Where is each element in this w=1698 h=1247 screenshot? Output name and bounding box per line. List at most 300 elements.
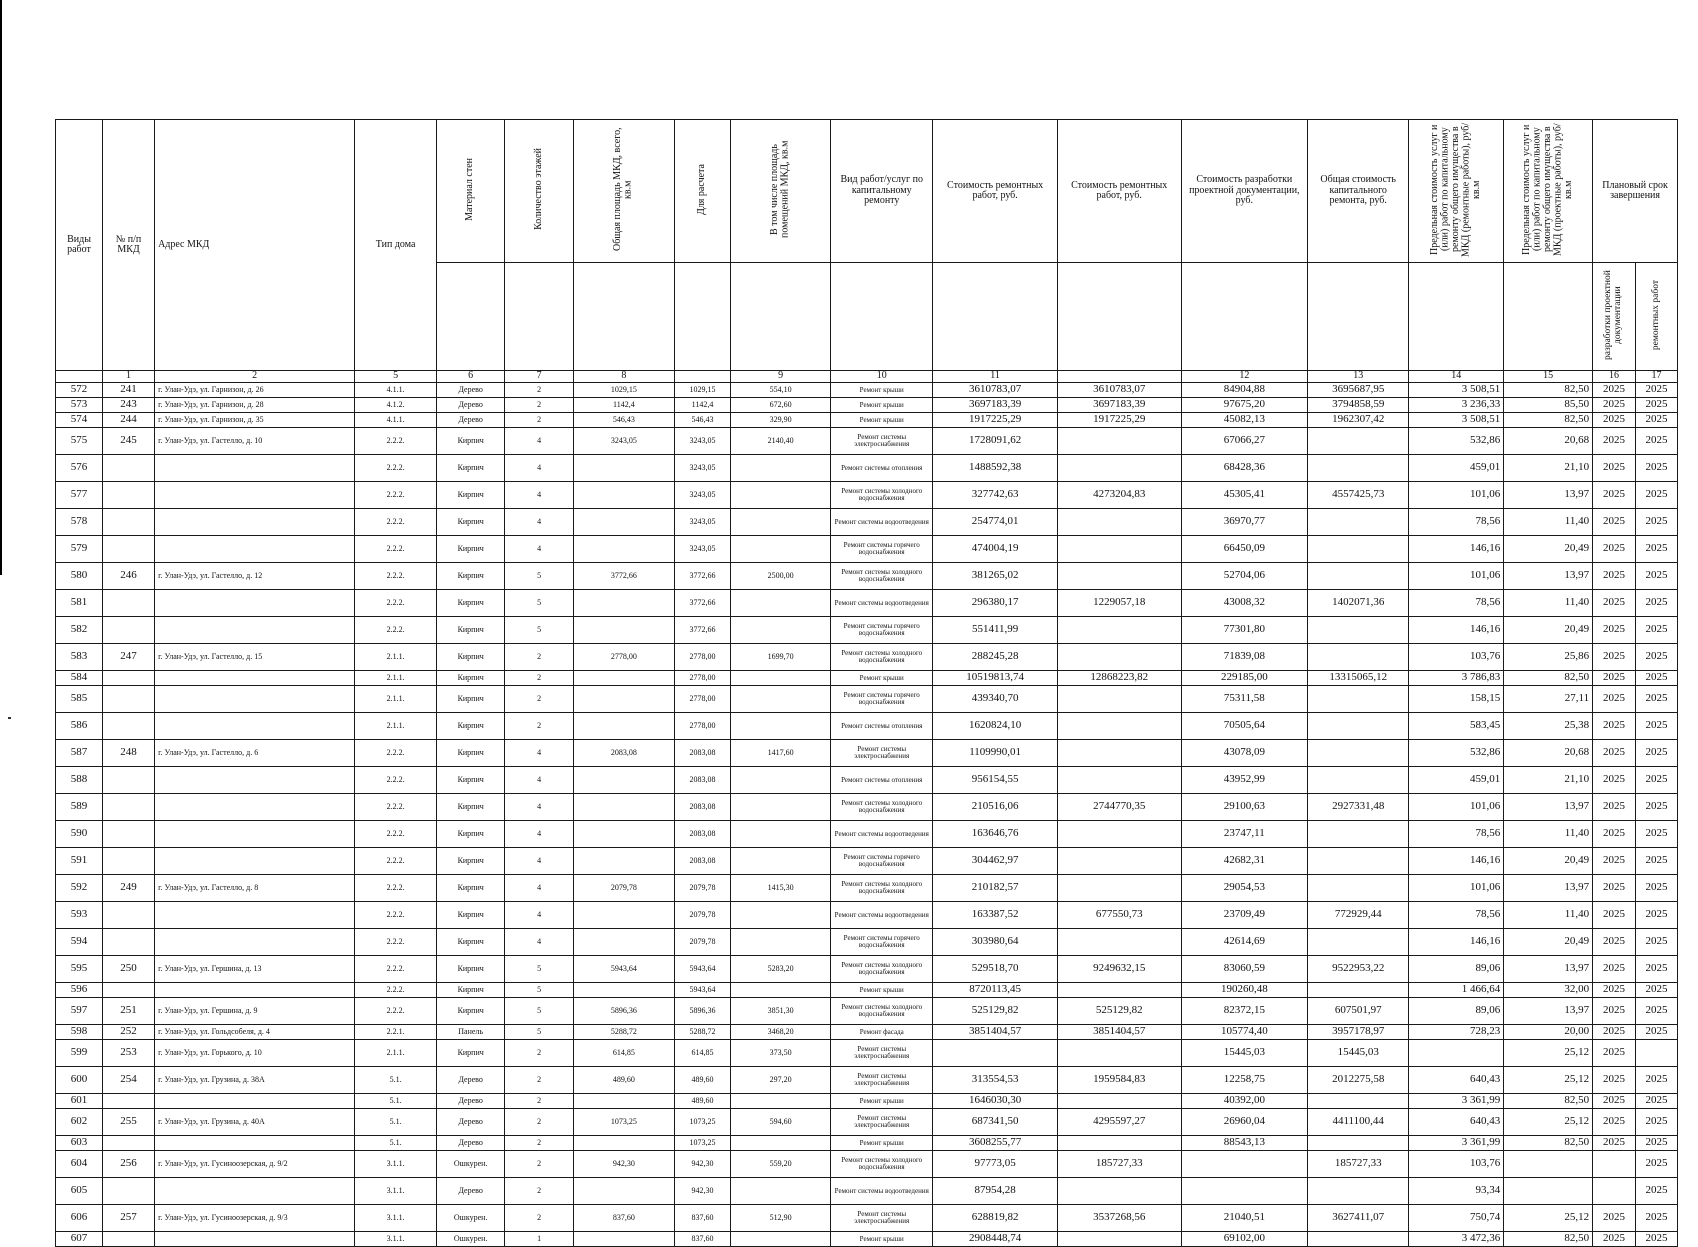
- cell-deadline-design: 2025: [1593, 1025, 1636, 1040]
- cell-deadline-repair: 2025: [1635, 644, 1677, 671]
- cell-calc-area: 2083,08: [674, 794, 730, 821]
- cell-work-kind: Ремонт системы водоотведения: [831, 1178, 933, 1205]
- cell-deadline-repair: [1635, 1040, 1677, 1067]
- cell-row-number: 587: [56, 740, 103, 767]
- cell-limit-repair: 158,15: [1409, 686, 1504, 713]
- cell-design-cost: 66450,09: [1181, 536, 1308, 563]
- cell-limit-repair: 728,23: [1409, 1025, 1504, 1040]
- cell-total-area: [573, 455, 674, 482]
- cell-design-cost: 43008,32: [1181, 590, 1308, 617]
- cell-floors: 5: [505, 563, 573, 590]
- cell-work-kind: Ремонт системы отопления: [831, 455, 933, 482]
- cell-wall-material: Дерево: [436, 1094, 504, 1109]
- cell-house-type: 3.1.1.: [355, 1232, 437, 1247]
- cell-premises-area: [731, 821, 831, 848]
- cell-total-cost: 9522953,22: [1308, 956, 1409, 983]
- cell-work-kind: Ремонт системы холодного водоснабжения: [831, 482, 933, 509]
- cell-deadline-design: 2025: [1593, 536, 1636, 563]
- cell-row-number: 574: [56, 413, 103, 428]
- cell-deadline-design: 2025: [1593, 902, 1636, 929]
- cell-calc-area: 3243,05: [674, 509, 730, 536]
- cell-total-cost: 3627411,07: [1308, 1205, 1409, 1232]
- cell-row-number: 579: [56, 536, 103, 563]
- cell-house-type: 2.1.1.: [355, 1040, 437, 1067]
- cell-limit-design: 25,86: [1504, 644, 1593, 671]
- cell-wall-material: Кирпич: [436, 644, 504, 671]
- cell-total-area: [573, 536, 674, 563]
- table-row: [56, 590, 1678, 617]
- cell-mkd-number: [102, 482, 154, 509]
- cell-address: [155, 509, 355, 536]
- header-row: [56, 120, 1678, 263]
- cell-address: г. Улан-Удэ, ул. Гастелло, д. 10: [155, 428, 355, 455]
- cell-design-cost: 40392,00: [1181, 1094, 1308, 1109]
- cell-wall-material: Кирпич: [436, 509, 504, 536]
- header-work-kind: Вид работ/услуг по капитальному ремонту: [831, 120, 933, 263]
- cell-mkd-number: 250: [102, 956, 154, 983]
- cell-deadline-design: 2025: [1593, 1136, 1636, 1151]
- cell-repair-cost-total: 3610783,07: [1057, 383, 1181, 398]
- cell-deadline-design: 2025: [1593, 428, 1636, 455]
- cell-deadline-repair: 2025: [1635, 455, 1677, 482]
- cell-repair-cost-total: 4295597,27: [1057, 1109, 1181, 1136]
- table-row: [56, 617, 1678, 644]
- cell-address: [155, 929, 355, 956]
- cell-limit-repair: 93,34: [1409, 1178, 1504, 1205]
- cell-limit-design: 13,97: [1504, 794, 1593, 821]
- cell-limit-design: 20,00: [1504, 1025, 1593, 1040]
- cell-limit-repair: 532,86: [1409, 428, 1504, 455]
- cell-house-type: 4.1.1.: [355, 413, 437, 428]
- cell-deadline-repair: 2025: [1635, 536, 1677, 563]
- cell-deadline-design: 2025: [1593, 767, 1636, 794]
- cell-repair-cost: 628819,82: [933, 1205, 1058, 1232]
- cell-deadline-repair: 2025: [1635, 590, 1677, 617]
- cell-house-type: 2.2.2.: [355, 563, 437, 590]
- cell-floors: 5: [505, 998, 573, 1025]
- cell-row-number: 607: [56, 1232, 103, 1247]
- header-deadline-design: разработки проектной документации: [1593, 263, 1636, 371]
- cell-wall-material: Кирпич: [436, 998, 504, 1025]
- cell-total-cost: [1308, 740, 1409, 767]
- cell-work-kind: Ремонт системы горячего водоснабжения: [831, 617, 933, 644]
- cell-work-kind: Ремонт системы водоотведения: [831, 821, 933, 848]
- cell-limit-design: 82,50: [1504, 413, 1593, 428]
- cell-floors: 4: [505, 428, 573, 455]
- cell-mkd-number: [102, 455, 154, 482]
- cell-deadline-repair: 2025: [1635, 1178, 1677, 1205]
- cell-limit-design: 32,00: [1504, 983, 1593, 998]
- cell-address: [155, 902, 355, 929]
- table-row: [56, 398, 1678, 413]
- cell-repair-cost: 474004,19: [933, 536, 1058, 563]
- cell-wall-material: Кирпич: [436, 983, 504, 998]
- table-row: [56, 983, 1678, 998]
- cell-row-number: 603: [56, 1136, 103, 1151]
- cell-deadline-design: 2025: [1593, 686, 1636, 713]
- cell-house-type: 2.2.2.: [355, 482, 437, 509]
- cell-deadline-design: 2025: [1593, 398, 1636, 413]
- cell-deadline-repair: 2025: [1635, 713, 1677, 740]
- cell-design-cost: 67066,27: [1181, 428, 1308, 455]
- cell-limit-repair: 3 361,99: [1409, 1136, 1504, 1151]
- cell-limit-design: 82,50: [1504, 1136, 1593, 1151]
- cell-deadline-design: 2025: [1593, 821, 1636, 848]
- cell-calc-area: 3772,66: [674, 590, 730, 617]
- cell-wall-material: Кирпич: [436, 455, 504, 482]
- cell-calc-area: 3243,05: [674, 536, 730, 563]
- table-row: [56, 428, 1678, 455]
- cell-row-number: 604: [56, 1151, 103, 1178]
- cell-premises-area: [731, 767, 831, 794]
- cell-house-type: 2.1.1.: [355, 713, 437, 740]
- cell-calc-area: 1142,4: [674, 398, 730, 413]
- cell-repair-cost: 163387,52: [933, 902, 1058, 929]
- cell-work-kind: Ремонт крыши: [831, 1094, 933, 1109]
- cell-total-area: 5943,64: [573, 956, 674, 983]
- table-row: [56, 998, 1678, 1025]
- cell-calc-area: 942,30: [674, 1151, 730, 1178]
- cell-row-number: 588: [56, 767, 103, 794]
- cell-wall-material: Кирпич: [436, 929, 504, 956]
- cell-mkd-number: 243: [102, 398, 154, 413]
- cell-mkd-number: 244: [102, 413, 154, 428]
- cell-repair-cost-total: 2744770,35: [1057, 794, 1181, 821]
- cell-design-cost: 43952,99: [1181, 767, 1308, 794]
- cell-design-cost: 83060,59: [1181, 956, 1308, 983]
- cell-limit-design: 25,12: [1504, 1067, 1593, 1094]
- cell-total-area: 2778,00: [573, 644, 674, 671]
- cell-work-kind: Ремонт крыши: [831, 383, 933, 398]
- cell-floors: 5: [505, 983, 573, 998]
- table-row: [56, 1232, 1678, 1247]
- cell-deadline-repair: 2025: [1635, 1136, 1677, 1151]
- cell-address: г. Улан-Удэ, ул. Гершина, д. 13: [155, 956, 355, 983]
- cell-repair-cost-total: [1057, 1094, 1181, 1109]
- cell-total-cost: [1308, 848, 1409, 875]
- cell-deadline-repair: 2025: [1635, 482, 1677, 509]
- cell-house-type: 5.1.: [355, 1109, 437, 1136]
- table-row: [56, 794, 1678, 821]
- header-address: Адрес МКД: [155, 120, 355, 371]
- cell-limit-repair: 101,06: [1409, 875, 1504, 902]
- scan-edge-mark: [0, 0, 2, 575]
- cell-calc-area: 546,43: [674, 413, 730, 428]
- cell-wall-material: Дерево: [436, 1136, 504, 1151]
- cell-wall-material: Дерево: [436, 1109, 504, 1136]
- cell-repair-cost-total: 1959584,83: [1057, 1067, 1181, 1094]
- cell-floors: 4: [505, 848, 573, 875]
- cell-mkd-number: [102, 536, 154, 563]
- cell-design-cost: 42682,31: [1181, 848, 1308, 875]
- cell-premises-area: [731, 1136, 831, 1151]
- cell-repair-cost-total: [1057, 617, 1181, 644]
- header-deadline-repair: ремонтных работ: [1635, 263, 1677, 371]
- table-row: [56, 848, 1678, 875]
- cell-design-cost: 70505,64: [1181, 713, 1308, 740]
- cell-wall-material: Дерево: [436, 413, 504, 428]
- cell-floors: 4: [505, 536, 573, 563]
- cell-calc-area: 5943,64: [674, 956, 730, 983]
- cell-total-area: [573, 686, 674, 713]
- cell-calc-area: 489,60: [674, 1094, 730, 1109]
- cell-limit-design: 11,40: [1504, 821, 1593, 848]
- cell-repair-cost-total: 185727,33: [1057, 1151, 1181, 1178]
- cell-total-area: [573, 713, 674, 740]
- cell-repair-cost-total: [1057, 428, 1181, 455]
- cell-repair-cost: 254774,01: [933, 509, 1058, 536]
- cell-mkd-number: [102, 767, 154, 794]
- cell-repair-cost: 10519813,74: [933, 671, 1058, 686]
- cell-wall-material: Кирпич: [436, 713, 504, 740]
- cell-work-kind: Ремонт системы водоотведения: [831, 902, 933, 929]
- cell-total-cost: 4557425,73: [1308, 482, 1409, 509]
- cell-house-type: 3.1.1.: [355, 1205, 437, 1232]
- cell-deadline-design: 2025: [1593, 794, 1636, 821]
- table-row: [56, 482, 1678, 509]
- header-calc-area: Для расчета: [674, 120, 730, 263]
- cell-row-number: 585: [56, 686, 103, 713]
- cell-limit-repair: 459,01: [1409, 455, 1504, 482]
- cell-address: [155, 671, 355, 686]
- cell-repair-cost: 1917225,29: [933, 413, 1058, 428]
- cell-mkd-number: 253: [102, 1040, 154, 1067]
- cell-mkd-number: 252: [102, 1025, 154, 1040]
- cell-deadline-repair: 2025: [1635, 413, 1677, 428]
- cell-wall-material: Кирпич: [436, 590, 504, 617]
- cell-work-kind: Ремонт системы холодного водоснабжения: [831, 1151, 933, 1178]
- cell-row-number: 592: [56, 875, 103, 902]
- cell-total-area: 546,43: [573, 413, 674, 428]
- cell-design-cost: [1181, 1178, 1308, 1205]
- cell-limit-repair: 101,06: [1409, 482, 1504, 509]
- cell-mkd-number: 245: [102, 428, 154, 455]
- cell-design-cost: 21040,51: [1181, 1205, 1308, 1232]
- cell-deadline-repair: 2025: [1635, 1205, 1677, 1232]
- cell-row-number: 595: [56, 956, 103, 983]
- cell-repair-cost-total: 3851404,57: [1057, 1025, 1181, 1040]
- cell-total-cost: [1308, 713, 1409, 740]
- cell-address: [155, 536, 355, 563]
- cell-total-cost: 185727,33: [1308, 1151, 1409, 1178]
- cell-row-number: 598: [56, 1025, 103, 1040]
- cell-design-cost: 12258,75: [1181, 1067, 1308, 1094]
- cell-house-type: 4.1.2.: [355, 398, 437, 413]
- header-repair-cost-2: Стоимость ремонтных работ, руб.: [1057, 120, 1181, 263]
- header-limit-repair: Предельная стоимость услуг и (или) работ по капитальному ремонту общего имущества в МКД (ремонтные работы), руб/кв.м: [1409, 120, 1504, 263]
- cell-limit-design: 25,12: [1504, 1205, 1593, 1232]
- cell-calc-area: 3243,05: [674, 428, 730, 455]
- cell-repair-cost: [933, 1040, 1058, 1067]
- cell-premises-area: 1415,30: [731, 875, 831, 902]
- cell-limit-repair: 89,06: [1409, 998, 1504, 1025]
- cell-limit-repair: 89,06: [1409, 956, 1504, 983]
- cell-floors: 4: [505, 875, 573, 902]
- cell-total-cost: [1308, 563, 1409, 590]
- cell-address: [155, 1178, 355, 1205]
- cell-deadline-design: [1593, 1151, 1636, 1178]
- cell-work-kind: Ремонт системы электроснабжения: [831, 1205, 933, 1232]
- cell-floors: 2: [505, 398, 573, 413]
- cell-house-type: 2.1.1.: [355, 671, 437, 686]
- cell-mkd-number: 247: [102, 644, 154, 671]
- cell-work-kind: Ремонт системы горячего водоснабжения: [831, 929, 933, 956]
- cell-design-cost: 190260,48: [1181, 983, 1308, 998]
- cell-repair-cost-total: 3697183,39: [1057, 398, 1181, 413]
- cell-limit-design: 20,68: [1504, 428, 1593, 455]
- cell-floors: 4: [505, 767, 573, 794]
- cell-row-number: 601: [56, 1094, 103, 1109]
- cell-total-area: 3772,66: [573, 563, 674, 590]
- cell-deadline-design: 2025: [1593, 713, 1636, 740]
- header-total-cost: Общая стоимость капитального ремонта, руб.: [1308, 120, 1409, 263]
- header-repair-cost: Стоимость ремонтных работ, руб.: [933, 120, 1058, 263]
- cell-deadline-design: 2025: [1593, 740, 1636, 767]
- cell-total-area: 5288,72: [573, 1025, 674, 1040]
- cell-address: г. Улан-Удэ, ул. Гарнизон, д. 28: [155, 398, 355, 413]
- cell-design-cost: 77301,80: [1181, 617, 1308, 644]
- cell-deadline-design: 2025: [1593, 1040, 1636, 1067]
- cell-floors: 2: [505, 1136, 573, 1151]
- cell-design-cost: 29100,63: [1181, 794, 1308, 821]
- cell-total-area: 614,85: [573, 1040, 674, 1067]
- table-row: [56, 383, 1678, 398]
- table-row: [56, 455, 1678, 482]
- cell-calc-area: 489,60: [674, 1067, 730, 1094]
- cell-address: [155, 983, 355, 998]
- cell-deadline-design: 2025: [1593, 956, 1636, 983]
- cell-calc-area: 2778,00: [674, 671, 730, 686]
- cell-calc-area: 3243,05: [674, 482, 730, 509]
- cell-wall-material: Кирпич: [436, 848, 504, 875]
- cell-total-area: [573, 929, 674, 956]
- cell-row-number: 573: [56, 398, 103, 413]
- cell-calc-area: 5288,72: [674, 1025, 730, 1040]
- cell-deadline-repair: 2025: [1635, 509, 1677, 536]
- cell-repair-cost: 210516,06: [933, 794, 1058, 821]
- cell-address: [155, 821, 355, 848]
- cell-row-number: 584: [56, 671, 103, 686]
- cell-work-kind: Ремонт крыши: [831, 398, 933, 413]
- cell-house-type: 2.2.2.: [355, 509, 437, 536]
- cell-house-type: 2.2.2.: [355, 848, 437, 875]
- cell-work-kind: Ремонт системы холодного водоснабжения: [831, 644, 933, 671]
- table-row: [56, 767, 1678, 794]
- cell-limit-repair: 1 466,64: [1409, 983, 1504, 998]
- cell-total-cost: [1308, 983, 1409, 998]
- cell-floors: 4: [505, 902, 573, 929]
- cell-deadline-repair: 2025: [1635, 929, 1677, 956]
- cell-total-area: [573, 1136, 674, 1151]
- cell-wall-material: Кирпич: [436, 482, 504, 509]
- cell-repair-cost: 327742,63: [933, 482, 1058, 509]
- table-row: [56, 713, 1678, 740]
- table-row: [56, 509, 1678, 536]
- cell-work-kind: Ремонт системы горячего водоснабжения: [831, 536, 933, 563]
- cell-calc-area: 3772,66: [674, 563, 730, 590]
- cell-row-number: 602: [56, 1109, 103, 1136]
- cell-limit-design: 82,50: [1504, 671, 1593, 686]
- cell-repair-cost-total: [1057, 821, 1181, 848]
- cell-calc-area: 942,30: [674, 1178, 730, 1205]
- cell-deadline-design: 2025: [1593, 482, 1636, 509]
- cell-mkd-number: 256: [102, 1151, 154, 1178]
- cell-floors: 4: [505, 929, 573, 956]
- table-row: [56, 536, 1678, 563]
- cell-deadline-repair: 2025: [1635, 1151, 1677, 1178]
- cell-deadline-design: 2025: [1593, 998, 1636, 1025]
- cell-repair-cost-total: [1057, 1178, 1181, 1205]
- cell-deadline-repair: 2025: [1635, 821, 1677, 848]
- cell-limit-repair: 3 786,83: [1409, 671, 1504, 686]
- cell-total-area: [573, 590, 674, 617]
- cell-repair-cost: 304462,97: [933, 848, 1058, 875]
- cell-mkd-number: [102, 617, 154, 644]
- cell-premises-area: [731, 482, 831, 509]
- cell-calc-area: 2079,78: [674, 875, 730, 902]
- cell-premises-area: 1699,70: [731, 644, 831, 671]
- cell-repair-cost: 87954,28: [933, 1178, 1058, 1205]
- header-design-cost: Стоимость разработки проектной документации, руб.: [1181, 120, 1308, 263]
- cell-total-area: 5896,36: [573, 998, 674, 1025]
- cell-design-cost: 88543,13: [1181, 1136, 1308, 1151]
- cell-premises-area: [731, 848, 831, 875]
- cell-work-kind: Ремонт системы отопления: [831, 767, 933, 794]
- cell-mkd-number: 249: [102, 875, 154, 902]
- cell-house-type: 2.2.2.: [355, 590, 437, 617]
- cell-total-cost: 2012275,58: [1308, 1067, 1409, 1094]
- cell-repair-cost: 313554,53: [933, 1067, 1058, 1094]
- cell-mkd-number: [102, 1178, 154, 1205]
- cell-repair-cost-total: 4273204,83: [1057, 482, 1181, 509]
- cell-design-cost: 97675,20: [1181, 398, 1308, 413]
- cell-premises-area: 559,20: [731, 1151, 831, 1178]
- cell-calc-area: 837,60: [674, 1232, 730, 1247]
- cell-mkd-number: [102, 1094, 154, 1109]
- cell-total-area: [573, 1232, 674, 1247]
- cell-design-cost: 36970,77: [1181, 509, 1308, 536]
- cell-repair-cost: 303980,64: [933, 929, 1058, 956]
- cell-floors: 2: [505, 1094, 573, 1109]
- cell-address: г. Улан-Удэ, ул. Гарнизон, д. 26: [155, 383, 355, 398]
- cell-deadline-design: 2025: [1593, 383, 1636, 398]
- cell-limit-repair: 103,76: [1409, 644, 1504, 671]
- cell-deadline-design: 2025: [1593, 509, 1636, 536]
- cell-address: г. Улан-Удэ, ул. Гарнизон, д. 35: [155, 413, 355, 428]
- cell-wall-material: Кирпич: [436, 902, 504, 929]
- cell-floors: 2: [505, 671, 573, 686]
- cell-total-area: 489,60: [573, 1067, 674, 1094]
- cell-work-kind: Ремонт системы холодного водоснабжения: [831, 794, 933, 821]
- cell-work-kind: Ремонт системы электроснабжения: [831, 1040, 933, 1067]
- cell-wall-material: Кирпич: [436, 875, 504, 902]
- table-row: [56, 875, 1678, 902]
- cell-deadline-repair: 2025: [1635, 1109, 1677, 1136]
- cell-work-kind: Ремонт крыши: [831, 1136, 933, 1151]
- cell-premises-area: [731, 590, 831, 617]
- cell-house-type: 3.1.1.: [355, 1151, 437, 1178]
- cell-calc-area: 837,60: [674, 1205, 730, 1232]
- cell-floors: 2: [505, 713, 573, 740]
- cell-total-cost: 3957178,97: [1308, 1025, 1409, 1040]
- cell-total-area: [573, 1094, 674, 1109]
- cell-deadline-design: 2025: [1593, 617, 1636, 644]
- cell-limit-design: 21,10: [1504, 767, 1593, 794]
- cell-premises-area: 672,60: [731, 398, 831, 413]
- cell-row-number: 596: [56, 983, 103, 998]
- cell-limit-design: 20,68: [1504, 740, 1593, 767]
- cell-repair-cost: 1620824,10: [933, 713, 1058, 740]
